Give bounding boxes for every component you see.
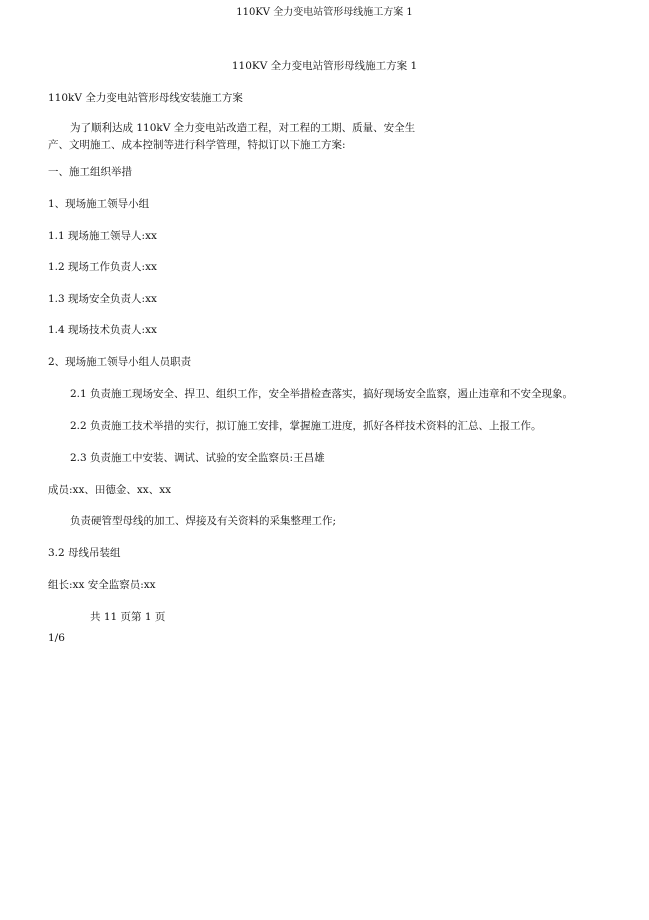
- duty-2-2: 2.2 负责施工技术举措的实行，拟订施工安排，掌握施工进度，抓好各样技术资料的汇总、上报工作。: [70, 420, 542, 432]
- intro-paragraph: 为了顺利达成 110kV 全力变电站改造工程，对工程的工期、质量、安全生产、文明施工、成本控制等进行科学管理，特拟订以下施工方案:: [48, 122, 416, 151]
- document-subtitle: 110kV 全力变电站管形母线安装施工方案: [48, 92, 243, 104]
- running-header: 110KV 全力变电站管形母线施工方案 1: [236, 7, 413, 18]
- duty-description: 负责硬管型母线的加工、焊接及有关资料的采集整理工作;: [70, 515, 337, 527]
- page-info: 共 11 页第 1 页: [90, 611, 166, 623]
- heading-group-duties: 2、现场施工领导小组人员职责: [48, 356, 192, 368]
- duty-2-1: 2.1 负责施工现场安全、捍卫、组织工作，安全举措检查落实，搞好现场安全监察，遏止违章和不安全现象。: [70, 388, 574, 400]
- section-heading-organization: 一、施工组织举措: [48, 166, 132, 178]
- site-construction-leader: 1.1 现场施工领导人:xx: [48, 230, 157, 242]
- heading-lifting-group: 3.2 母线吊装组: [48, 547, 121, 559]
- page-counter: 1/6: [48, 632, 65, 644]
- site-safety-manager: 1.3 现场安全负责人:xx: [48, 293, 157, 305]
- duty-2-3: 2.3 负责施工中安装、调试、试验的安全监察员:王昌雄: [70, 452, 325, 464]
- site-work-manager: 1.2 现场工作负责人:xx: [48, 261, 157, 273]
- site-technical-manager: 1.4 现场技术负责人:xx: [48, 324, 157, 336]
- document-title: 110KV 全力变电站管形母线施工方案 1: [231, 60, 418, 72]
- group-leader-line: 组长:xx 安全监察员:xx: [48, 579, 156, 591]
- members-line: 成员:xx、田德金、xx、xx: [48, 484, 172, 496]
- heading-leadership-group: 1、现场施工领导小组: [48, 198, 150, 210]
